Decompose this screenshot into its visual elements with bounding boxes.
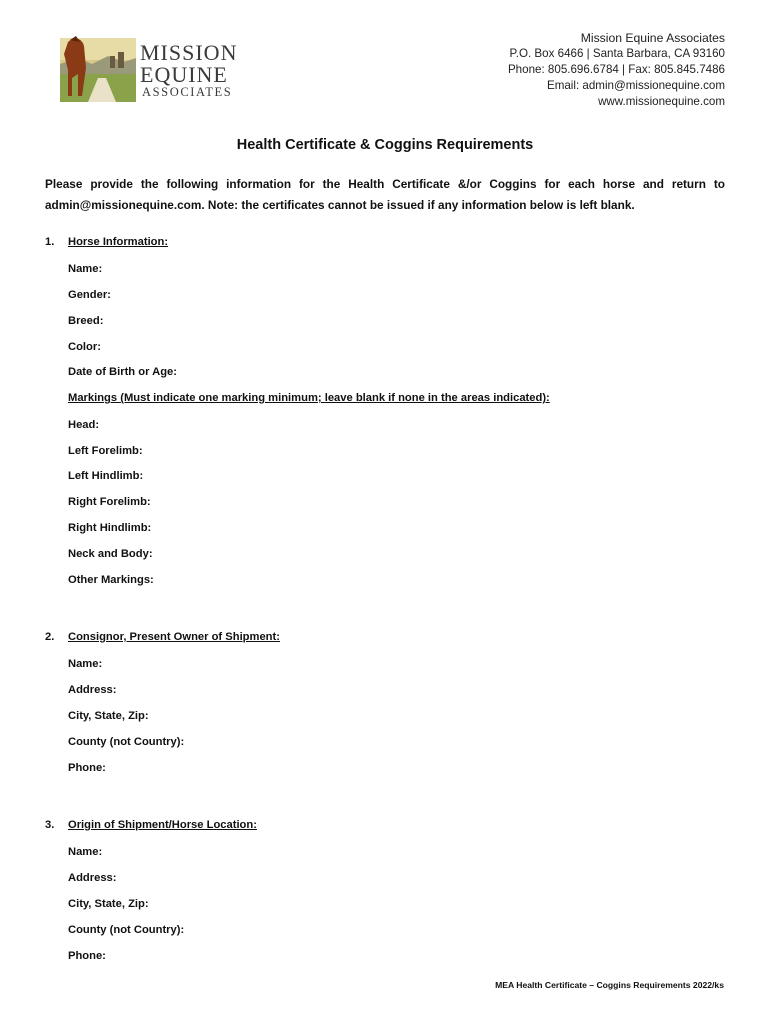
marking-left-forelimb-label: Left Forelimb: [68, 445, 143, 457]
logo-word-equine: EQUINE [140, 62, 228, 87]
logo-word-mission: MISSION [140, 40, 238, 65]
consignor-county-label: County (not Country): [68, 736, 185, 748]
section-2-number: 2. [45, 631, 55, 643]
intro-paragraph: Please provide the following information for the Health Certificate &/or Coggins for each horse and return to admin@missionequine.com. Note: the certificates cannot be issued if any information below is left blank. [45, 177, 725, 212]
section-1-heading: Horse Information: [68, 236, 169, 248]
consignor-name-label: Name: [68, 658, 103, 670]
consignor-address-label: Address: [68, 684, 117, 696]
org-name: Mission Equine Associates [580, 31, 725, 45]
markings-heading: Markings (Must indicate one marking minimum; leave blank if none in the areas indicated): [68, 392, 550, 404]
logo [58, 34, 238, 106]
page-title: Health Certificate & Coggins Requirements [236, 137, 534, 153]
origin-county-label: County (not Country): [68, 924, 185, 936]
origin-phone-label: Phone: [68, 950, 106, 962]
consignor-city-label: City, State, Zip: [68, 710, 149, 722]
marking-neck-body-label: Neck and Body: [68, 548, 153, 560]
marking-other-label: Other Markings: [68, 574, 154, 586]
org-address: P.O. Box 6466 | Santa Barbara, CA 93160 [509, 47, 725, 60]
horse-name-label: Name: [68, 263, 103, 275]
marking-head-label: Head: [68, 419, 100, 431]
origin-address-label: Address: [68, 872, 117, 884]
marking-right-forelimb-label: Right Forelimb: [68, 496, 151, 508]
origin-city-label: City, State, Zip: [68, 898, 149, 910]
contact-block [508, 30, 725, 110]
origin-name-label: Name: [68, 846, 103, 858]
section-2-heading: Consignor, Present Owner of Shipment: [68, 631, 280, 643]
marking-left-hindlimb-label: Left Hindlimb: [68, 470, 144, 482]
section-3-number: 3. [45, 819, 55, 831]
horse-breed-label: Breed: [68, 315, 104, 327]
org-phone: Phone: 805.696.6784 | Fax: 805.845.7486 [507, 63, 725, 76]
page-footer: MEA Health Certificate – Coggins Requirements 2022/ks [495, 980, 724, 990]
logo-word-associates: ASSOCIATES [142, 85, 233, 99]
consignor-phone-label: Phone: [68, 762, 106, 774]
marking-right-hindlimb-label: Right Hindlimb: [68, 522, 152, 534]
org-website[interactable]: www.missionequine.com [598, 95, 725, 108]
horse-color-label: Color: [68, 341, 101, 353]
org-email[interactable]: Email: admin@missionequine.com [546, 79, 725, 92]
horse-gender-label: Gender: [68, 289, 111, 301]
horse-logo-icon [58, 34, 138, 106]
section-1-number: 1. [45, 236, 55, 248]
horse-dob-label: Date of Birth or Age: [68, 366, 177, 378]
section-3-heading: Origin of Shipment/Horse Location: [68, 819, 257, 831]
